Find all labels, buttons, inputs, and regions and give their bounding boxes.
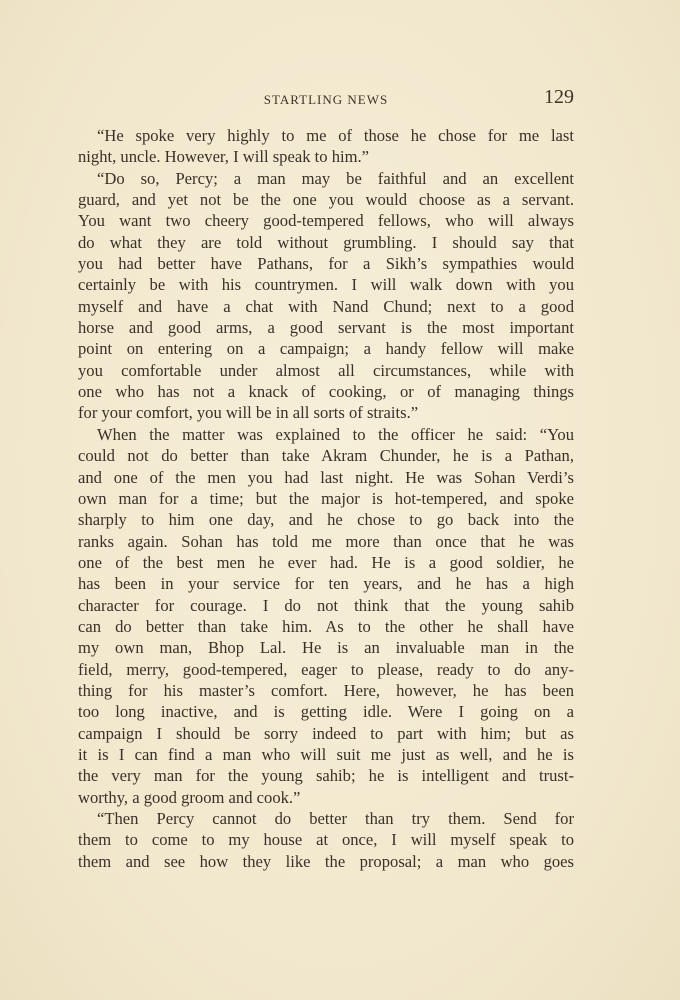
- text-line: “He spoke very highly to me of those he chose for me last: [97, 126, 574, 145]
- text-line: one who has not a knack of cooking, or of managing things: [78, 382, 574, 402]
- text-line: horse and good arms, a good servant is the most important: [78, 318, 574, 338]
- running-title: STARTLING NEWS: [263, 92, 389, 107]
- text-line: campaign I should be sorry indeed to part with him; but as: [78, 723, 574, 743]
- text-line: you comfortable under almost all circumstances, while with: [78, 360, 574, 380]
- page-number: 129: [544, 86, 574, 108]
- text-line: for your comfort, you will be in all sorts of straits.”: [78, 403, 419, 423]
- text-line: certainly be with his countrymen. I will walk down with you: [78, 275, 574, 295]
- text-line: point on entering on a campaign; a handy fellow will make: [78, 339, 574, 359]
- text-line: “Then Percy cannot do better than try them. Send for: [97, 809, 574, 828]
- text-line: could not do better than take Akram Chunder, he is a Pathan,: [78, 446, 574, 466]
- text-line: own man for a time; but the major is hot-tempered, and spoke: [78, 488, 574, 508]
- text-line: it is I can find a man who will suit me just as well, and he is: [78, 744, 574, 764]
- text-line: myself and have a chat with Nand Chund; next to a good: [78, 296, 574, 316]
- text-line: them and see how they like the proposal; a man who goes: [78, 851, 574, 871]
- running-head: [78, 86, 574, 114]
- text-line: ranks again. Sohan has told me more than once that he was: [78, 531, 574, 551]
- text-line: thing for his master’s comfort. Here, however, he has been: [78, 680, 574, 700]
- body-text: [78, 125, 574, 872]
- text-line: “Do so, Percy; a man may be faithful and an excellent: [97, 168, 574, 188]
- text-line: my own man, Bhop Lal. He is an invaluable man in the: [78, 638, 574, 658]
- text-line: sharply to him one day, and he chose to go back into the: [78, 510, 574, 530]
- text-line: guard, and yet not be the one you would choose as a servant.: [78, 190, 574, 210]
- text-line: night, uncle. However, I will speak to him.”: [78, 147, 370, 167]
- text-line: the very man for the young sahib; he is intelligent and trust-: [78, 766, 574, 786]
- text-line: you had better have Pathans, for a Sikh’s sympathies would: [78, 254, 574, 274]
- text-line: can do better than take him. As to the other he shall have: [78, 616, 574, 636]
- text-line: do what they are told without grumbling. I should say that: [78, 232, 574, 252]
- text-line: has been in your service for ten years, and he has a high: [78, 574, 574, 594]
- text-line: them to come to my house at once, I will myself speak to: [78, 830, 574, 850]
- text-line: and one of the men you had last night. He was Sohan Verdi’s: [78, 467, 574, 487]
- text-line: worthy, a good groom and cook.”: [78, 787, 301, 807]
- text-line: field, merry, good-tempered, eager to please, ready to do any-: [78, 659, 574, 679]
- text-line: When the matter was explained to the officer he said: “You: [97, 424, 574, 444]
- text-line: You want two cheery good-tempered fellows, who will always: [78, 211, 574, 231]
- text-line: too long inactive, and is getting idle. Were I going on a: [78, 702, 574, 722]
- text-line: one of the best men he ever had. He is a good soldier, he: [78, 552, 574, 572]
- text-line: character for courage. I do not think that the young sahib: [78, 595, 574, 615]
